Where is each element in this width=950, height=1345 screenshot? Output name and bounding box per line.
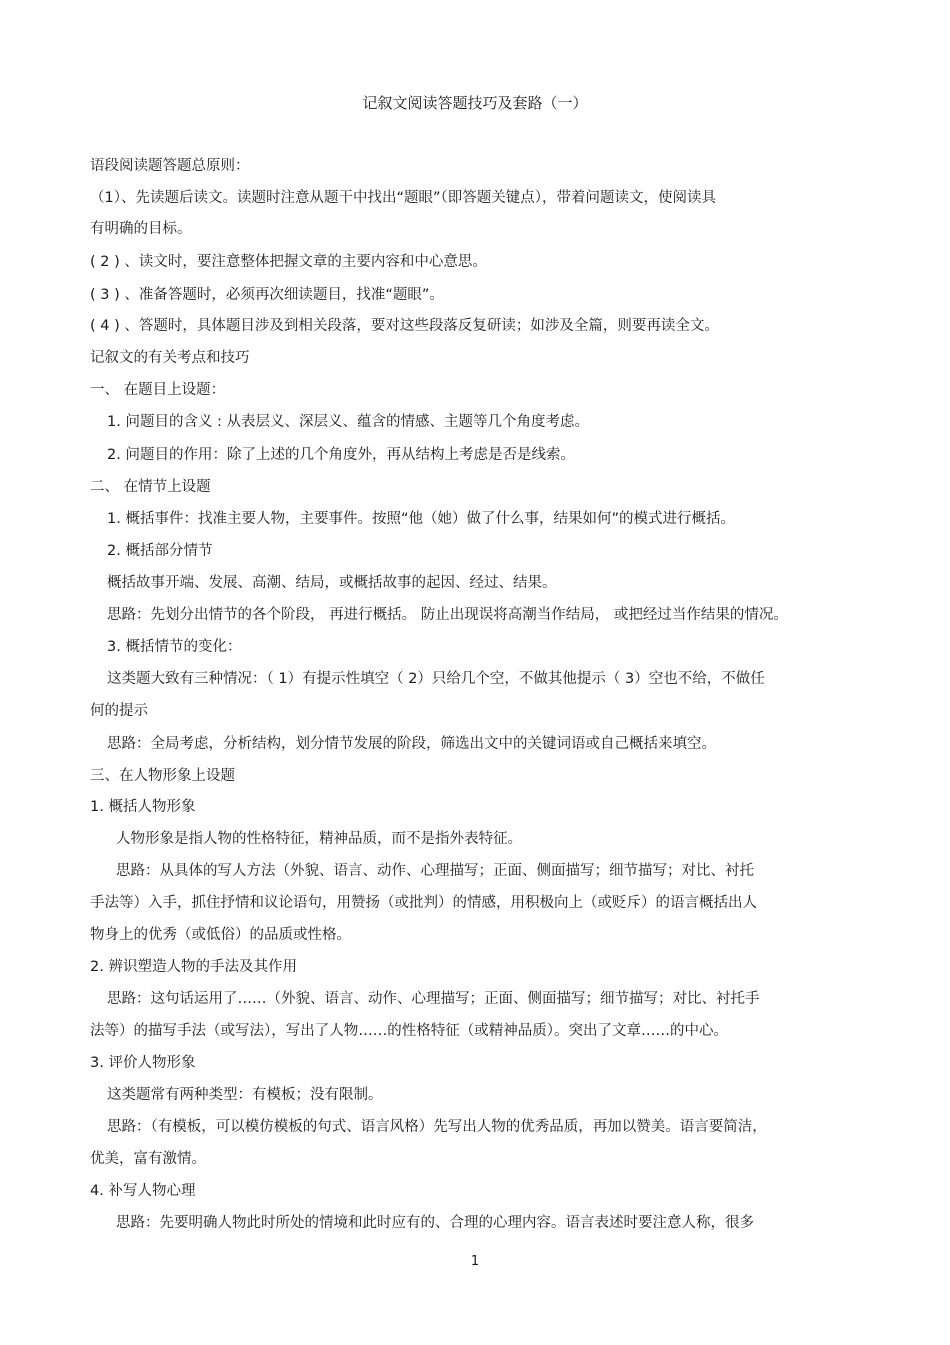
text-line: 概括故事开端、发展、高潮、结局，或概括故事的起因、经过、结果。 — [107, 575, 557, 591]
text-line: ( 3 ) 、准备答题时，必须再次细读题目，找准“题眼”。 — [90, 287, 444, 303]
text-line: 思路：先要明确人物此时所处的情境和此时应有的、合理的心理内容。语言表述时要注意人称，很多 — [116, 1215, 754, 1231]
section-heading: 二、 在情节上设题 — [90, 479, 211, 495]
text-line: 法等）的描写手法（或写法），写出了人物……的性格特征（或精神品质）。突出了文章……的中心。 — [90, 1023, 728, 1039]
section-heading: 记叙文的有关考点和技巧 — [90, 350, 250, 366]
text-line: 1. 问题目的含义 : 从表层义、深层义、蕴含的情感、主题等几个角度考虑。 — [107, 414, 590, 430]
text-line: 人物形象是指人物的性格特征，精神品质，而不是指外表特征。 — [116, 831, 522, 847]
subsection-heading: 1. 概括人物形象 — [90, 799, 196, 815]
page-number: 1 — [470, 1254, 480, 1269]
text-line: 这类题常有两种类型：有模板；没有限制。 — [107, 1087, 383, 1103]
subsection-heading: 3. 评价人物形象 — [90, 1055, 196, 1071]
text-line: 1. 概括事件：找准主要人物，主要事件。按照“他（她）做了什么事，结果如何”的模式进行概括。 — [107, 511, 735, 527]
text-line: ( 2 ) 、读文时，要注意整体把握文章的主要内容和中心意思。 — [90, 254, 487, 270]
text-line: 思路：从具体的写人方法（外貌、语言、动作、心理描写；正面、侧面描写；细节描写；对比、衬托 — [116, 863, 754, 879]
text-line: ( 4 ) 、答题时，具体题目涉及到相关段落，要对这些段落反复研读；如涉及全篇，则要再读全文。 — [90, 318, 719, 334]
text-line: 思路：先划分出情节的各个阶段， 再进行概括。 防止出现误将高潮当作结局， 或把经过当作结果的情况。 — [107, 607, 788, 623]
subsection-heading: 2. 辨识塑造人物的手法及其作用 — [90, 959, 297, 975]
subsection-heading: 3. 概括情节的变化： — [107, 639, 242, 655]
text-line: 语段阅读题答题总原则： — [90, 158, 250, 174]
text-line: 这类题大致有三种情况：（ 1）有提示性填空（ 2）只给几个空，不做其他提示（ 3）空也不给，不做任 — [107, 671, 765, 687]
text-line: 2. 问题目的作用：除了上述的几个角度外，再从结构上考虑是否是线索。 — [107, 447, 575, 463]
text-line: 思路：全局考虑，分析结构，划分情节发展的阶段，筛选出文中的关键词语或自己概括来填空。 — [107, 736, 716, 752]
text-line: 优美，富有激情。 — [90, 1151, 206, 1167]
page-title: 记叙文阅读答题技巧及套路（一） — [362, 94, 588, 112]
section-heading: 一、 在题目上设题： — [90, 382, 226, 398]
section-heading: 三、在人物形象上设题 — [90, 768, 235, 784]
text-line: 物身上的优秀（或低俗）的品质或性格。 — [90, 927, 351, 943]
text-line: 何的提示 — [90, 703, 148, 719]
text-line: （1）、先读题后读文。读题时注意从题干中找出“题眼”（即答题关键点），带着问题读文，使阅读具 — [90, 190, 716, 206]
subsection-heading: 2. 概括部分情节 — [107, 543, 213, 559]
text-line: 有明确的目标。 — [90, 221, 192, 237]
text-line: 手法等）入手，抓住抒情和议论语句，用赞扬（或批判）的情感，用积极向上（或贬斥）的语言概括出人 — [90, 895, 757, 911]
subsection-heading: 4. 补写人物心理 — [90, 1183, 196, 1199]
text-line: 思路：这句话运用了……（外貌、语言、动作、心理描写；正面、侧面描写；细节描写；对比、衬托手 — [107, 991, 760, 1007]
text-line: 思路：（有模板，可以模仿模板的句式、语言风格）先写出人物的优秀品质，再加以赞美。语言要简洁， — [107, 1119, 767, 1135]
